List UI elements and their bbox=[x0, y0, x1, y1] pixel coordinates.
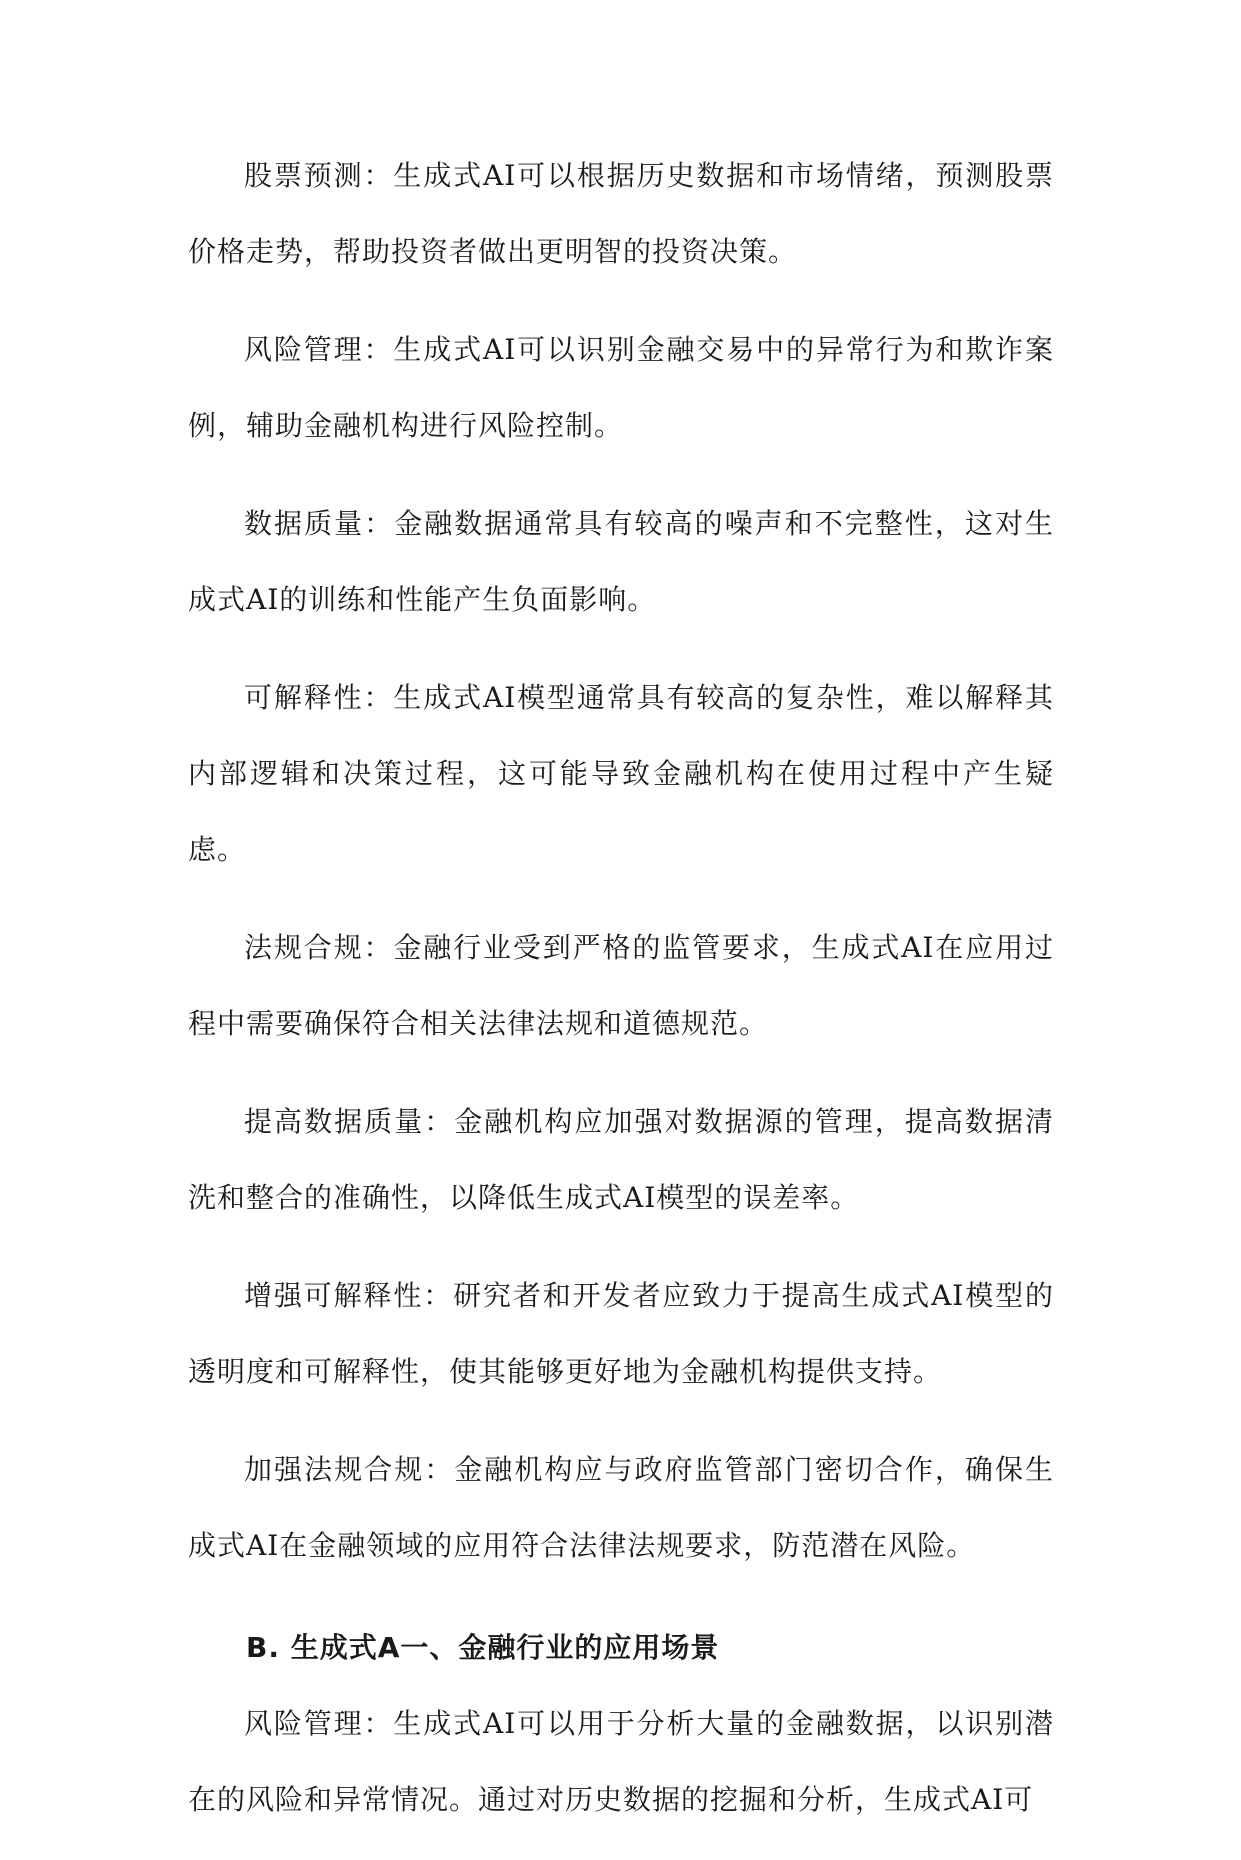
document-body bbox=[188, 138, 1054, 1860]
paragraph-risk-management: 风险管理：生成式AI可以识别金融交易中的异常行为和欺诈案例，辅助金融机构进行风险控制。 bbox=[188, 333, 1054, 442]
paragraph-enhance-explainability: 增强可解释性：研究者和开发者应致力于提高生成式AI模型的透明度和可解释性，使其能够更好地为金融机构提供支持。 bbox=[188, 1279, 1054, 1388]
paragraph-improve-data-quality: 提高数据质量：金融机构应加强对数据源的管理，提高数据清洗和整合的准确性，以降低生成式AI模型的误差率。 bbox=[188, 1105, 1054, 1214]
paragraph-risk-management-application: 风险管理：生成式AI可以用于分析大量的金融数据，以识别潜在的风险和异常情况。通过对历史数据的挖掘和分析，生成式AI可 bbox=[188, 1707, 1054, 1816]
paragraph-data-quality: 数据质量：金融数据通常具有较高的噪声和不完整性，这对生成式AI的训练和性能产生负面影响。 bbox=[188, 507, 1054, 616]
paragraph-strengthen-compliance: 加强法规合规：金融机构应与政府监管部门密切合作，确保生成式AI在金融领域的应用符合法律法规要求，防范潜在风险。 bbox=[188, 1453, 1054, 1562]
section-heading: B. 生成式A一、金融行业的应用场景 bbox=[246, 1631, 720, 1664]
paragraph-explainability: 可解释性：生成式AI模型通常具有较高的复杂性，难以解释其内部逻辑和决策过程，这可能导致金融机构在使用过程中产生疑虑。 bbox=[188, 681, 1054, 866]
paragraph-stock-prediction: 股票预测：生成式AI可以根据历史数据和市场情绪，预测股票价格走势，帮助投资者做出更明智的投资决策。 bbox=[188, 159, 1054, 268]
paragraph-regulatory-compliance: 法规合规：金融行业受到严格的监管要求，生成式AI在应用过程中需要确保符合相关法律法规和道德规范。 bbox=[188, 931, 1054, 1040]
